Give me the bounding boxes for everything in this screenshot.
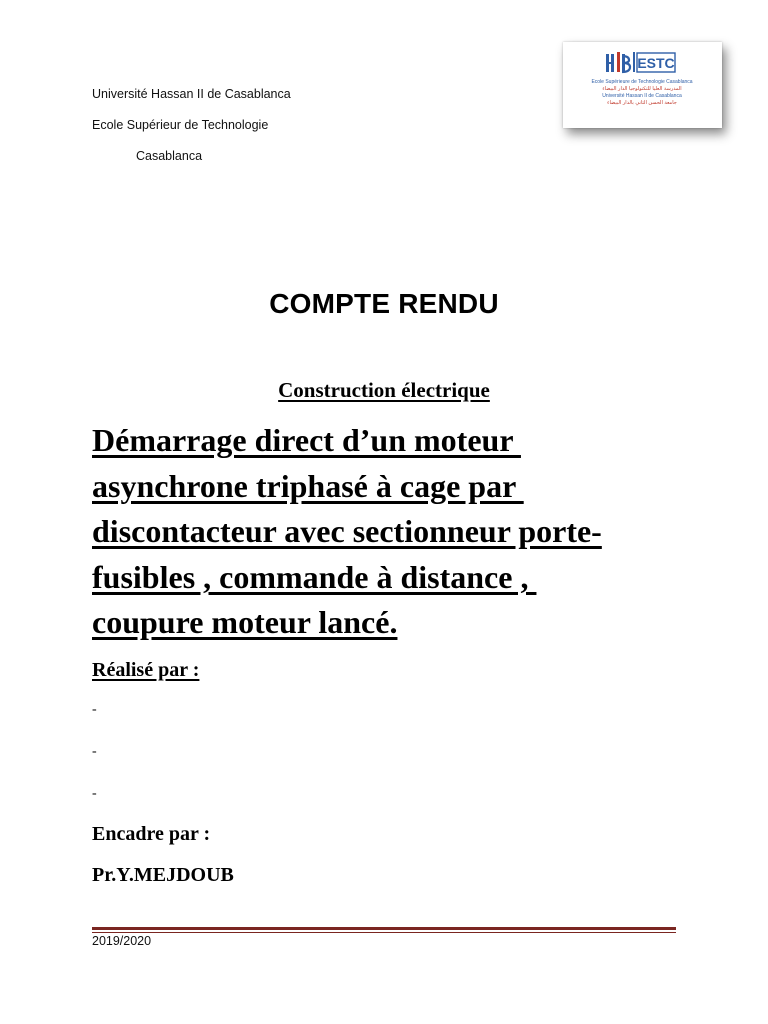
supervised-by-label: Encadre par :	[92, 823, 211, 845]
estc-logo	[563, 42, 722, 128]
supervisor-name: Pr.Y.MEJDOUB	[92, 864, 234, 886]
logo-line-3: Université Hassan II de Casablanca	[602, 93, 682, 99]
author-placeholder: -	[92, 702, 97, 717]
title-line: Démarrage direct d’un moteur	[92, 422, 521, 458]
city-name: Casablanca	[136, 149, 203, 163]
report-title	[92, 418, 692, 646]
author-placeholder: -	[92, 744, 97, 759]
title-line: asynchrone triphasé à cage par	[92, 467, 524, 504]
estc-logo-icon	[563, 42, 722, 128]
divider-thin-line	[92, 932, 676, 933]
university-name: Université Hassan II de Casablanca	[92, 87, 291, 101]
title-line: fusibles , commande à distance ,	[92, 558, 537, 595]
realised-by-label: Réalisé par :	[92, 659, 200, 681]
logo-line-1: Ecole Supérieure de Technologie Casablanca	[591, 79, 693, 85]
title-line: discontacteur avec sectionneur porte-	[92, 513, 602, 550]
school-name: Ecole Supérieur de Technologie	[92, 118, 269, 132]
logo-line-2: المدرسة العليا للتكنولوجيا الدار البيضاء	[602, 86, 682, 92]
logo-line-4: جامعة الحسن الثاني بالدار البيضاء	[607, 100, 677, 106]
title-line: coupure moteur lancé.	[92, 604, 398, 641]
subject-title: Construction électrique	[278, 378, 490, 402]
report-heading: COMPTE RENDU	[269, 288, 499, 319]
divider-thick-line	[92, 927, 676, 930]
logo-mark	[606, 52, 635, 72]
author-placeholder: -	[92, 786, 97, 801]
logo-brand-text: ESTC	[637, 55, 675, 71]
footer-divider	[92, 927, 676, 933]
academic-year: 2019/2020	[92, 934, 152, 948]
